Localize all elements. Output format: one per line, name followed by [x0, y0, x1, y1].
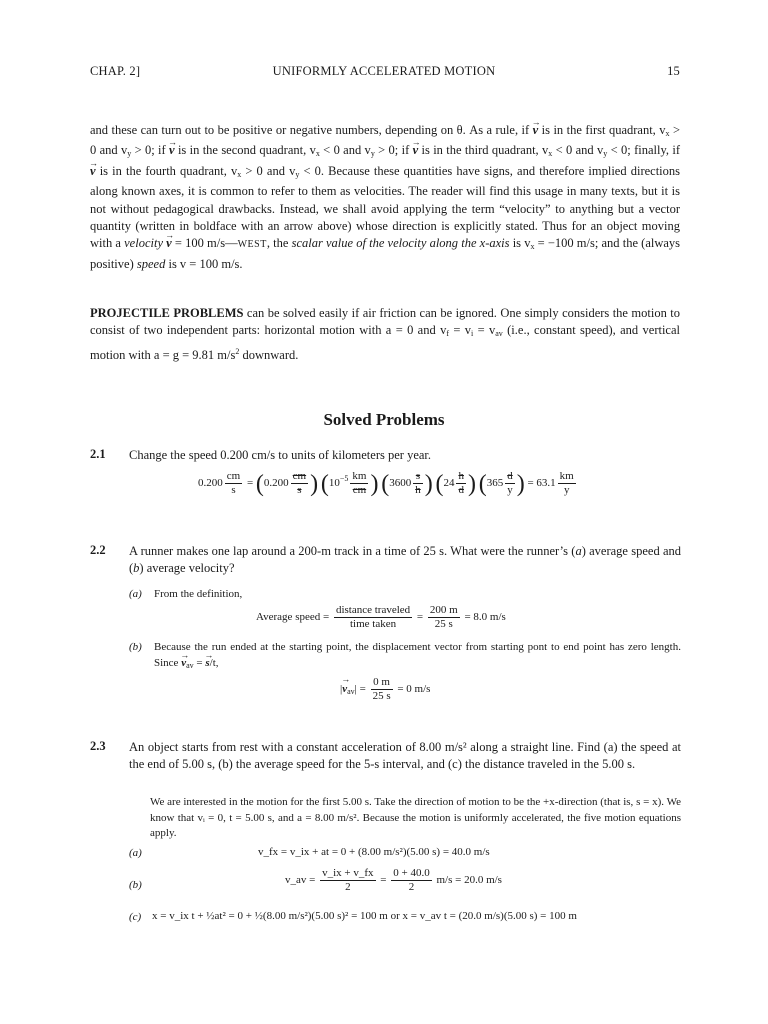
part-b-text-2-2: Because the run ended at the starting point, the displacement vector from starting pont to end point has zero length. Since → $v_{av}$ = → s/t,: [154, 640, 681, 673]
part-c-label-2-3: (c): [129, 911, 142, 923]
part-b-label-2-3: (b): [129, 879, 142, 891]
average-speed-2-3-equation: v_av = $\frac{v\_ix + v\_fx}{2}$ = $\frac{0 + 40.0}{2}$ m/s = 20.0 m/s: [285, 867, 502, 893]
unit-conversion-equation: 0.200 $\frac{cm}{s}$ = (0.200 $\frac{cm}{s}$ ) ($10^{-5}$ $\frac{km}{cm}$ ) (3600 $\frac{s}{h}$ ) (24 $\frac{h}{d}$ ) (365 $\frac{d}{y}$ ) = 63.1 $\frac{km}{y}$: [198, 470, 574, 497]
part-a-text-2-2: From the definition,: [154, 588, 243, 600]
problem-2-3-intro: We are interested in the motion for the first 5.00 s. Take the direction of motion to be the +x-direction (that is, s = x). We know that vᵢ = 0, t = 5.00 s, and a = 8.00 m/s². Because the motion is uniformly accelerated, the five motion equations apply.: [150, 796, 681, 839]
section-heading: Solved Problems: [323, 410, 445, 429]
part-a-label-2-2: (a): [129, 588, 142, 600]
problem-statement-2-1: Change the speed 0.200 cm/s to units of kilometers per year.: [129, 448, 432, 462]
velocity-vector-symbol: → v: [533, 123, 539, 137]
running-title: UNIFORMLY ACCELERATED MOTION: [272, 64, 496, 78]
part-b-label-2-2: (b): [129, 641, 142, 653]
problem-statement-2-2: A runner makes one lap around a 200-m track in a time of 25 s. What were the runner’s (a) average speed and (b) average velocity?: [129, 544, 681, 576]
page-number: 15: [667, 64, 680, 78]
average-velocity-equation: |→ $v_{av}|$ = $\frac{0 m}{25 s}$ = 0 m/s: [340, 676, 430, 703]
intro-paragraph: and these can turn out to be positive or negative numbers, depending on θ. As a rule, if → v is in the first quadrant, $v_x > 0$ and $v_y > 0$; if → v is in the second quadrant, $v_x < 0$ and $v_y > 0$; if → v is in the third quadrant, $v_x < 0$ and $v_y < 0$; finally, if → v is in the fourth quadrant, $v_x > 0$ and $v_y < 0$. Because these quantities have signs, and therefore implied directions along known axes, it is common to refer to them as velocities. The reader will find this usage in many texts, but it is not without pedagogical drawbacks. Instead, we shall avoid applying the term “velocity” to anything but a vector quantity (written in boldface with an arrow above) whose direction is explicitly stated. Thus for an object moving with a velocity → v = 100 m/s—WEST, the scalar value of the velocity along the x-axis is $v_x = -100$ m/s; and the (always positive) speed is v = 100 m/s.: [90, 122, 680, 273]
distance-equation: x = v_ix t + ½at² = 0 + ½(8.00 m/s²)(5.00 s)² = 100 m or x = v_av t = (20.0 m/s)(5.00 s) = 100 m: [152, 910, 577, 922]
problem-number-2-2: 2.2: [90, 543, 106, 557]
part-a-label-2-3: (a): [129, 847, 142, 859]
problem-number-2-3: 2.3: [90, 739, 106, 753]
projectile-lead: PROJECTILE PROBLEMS: [90, 306, 244, 320]
projectile-paragraph: PROJECTILE PROBLEMS can be solved easily if air friction can be ignored. One simply considers the motion to consist of two independent parts: horizontal motion with a = 0 and $v_f = v_i = v_{av}$ (i.e., constant speed), and vertical motion with a = g = 9.81 $m/s^2$ downward.: [90, 306, 681, 362]
problem-number-2-1: 2.1: [90, 447, 106, 461]
chapter-label: CHAP. 2]: [90, 64, 141, 78]
final-speed-equation: v_fx = v_ix + at = 0 + (8.00 m/s²)(5.00 s) = 40.0 m/s: [258, 846, 490, 858]
problem-statement-2-3: An object starts from rest with a constant acceleration of 8.00 m/s² along a straight line. Find (a) the speed at the end of 5.00 s, (b) the average speed for the 5-s interval, and (c) the distance traveled in the 5.00 s.: [129, 740, 681, 772]
average-speed-equation: Average speed = $\frac{\text{distance traveled}}{\text{time taken}}$ = $\frac{200 m}{25 s}$ = 8.0 m/s: [256, 604, 506, 630]
